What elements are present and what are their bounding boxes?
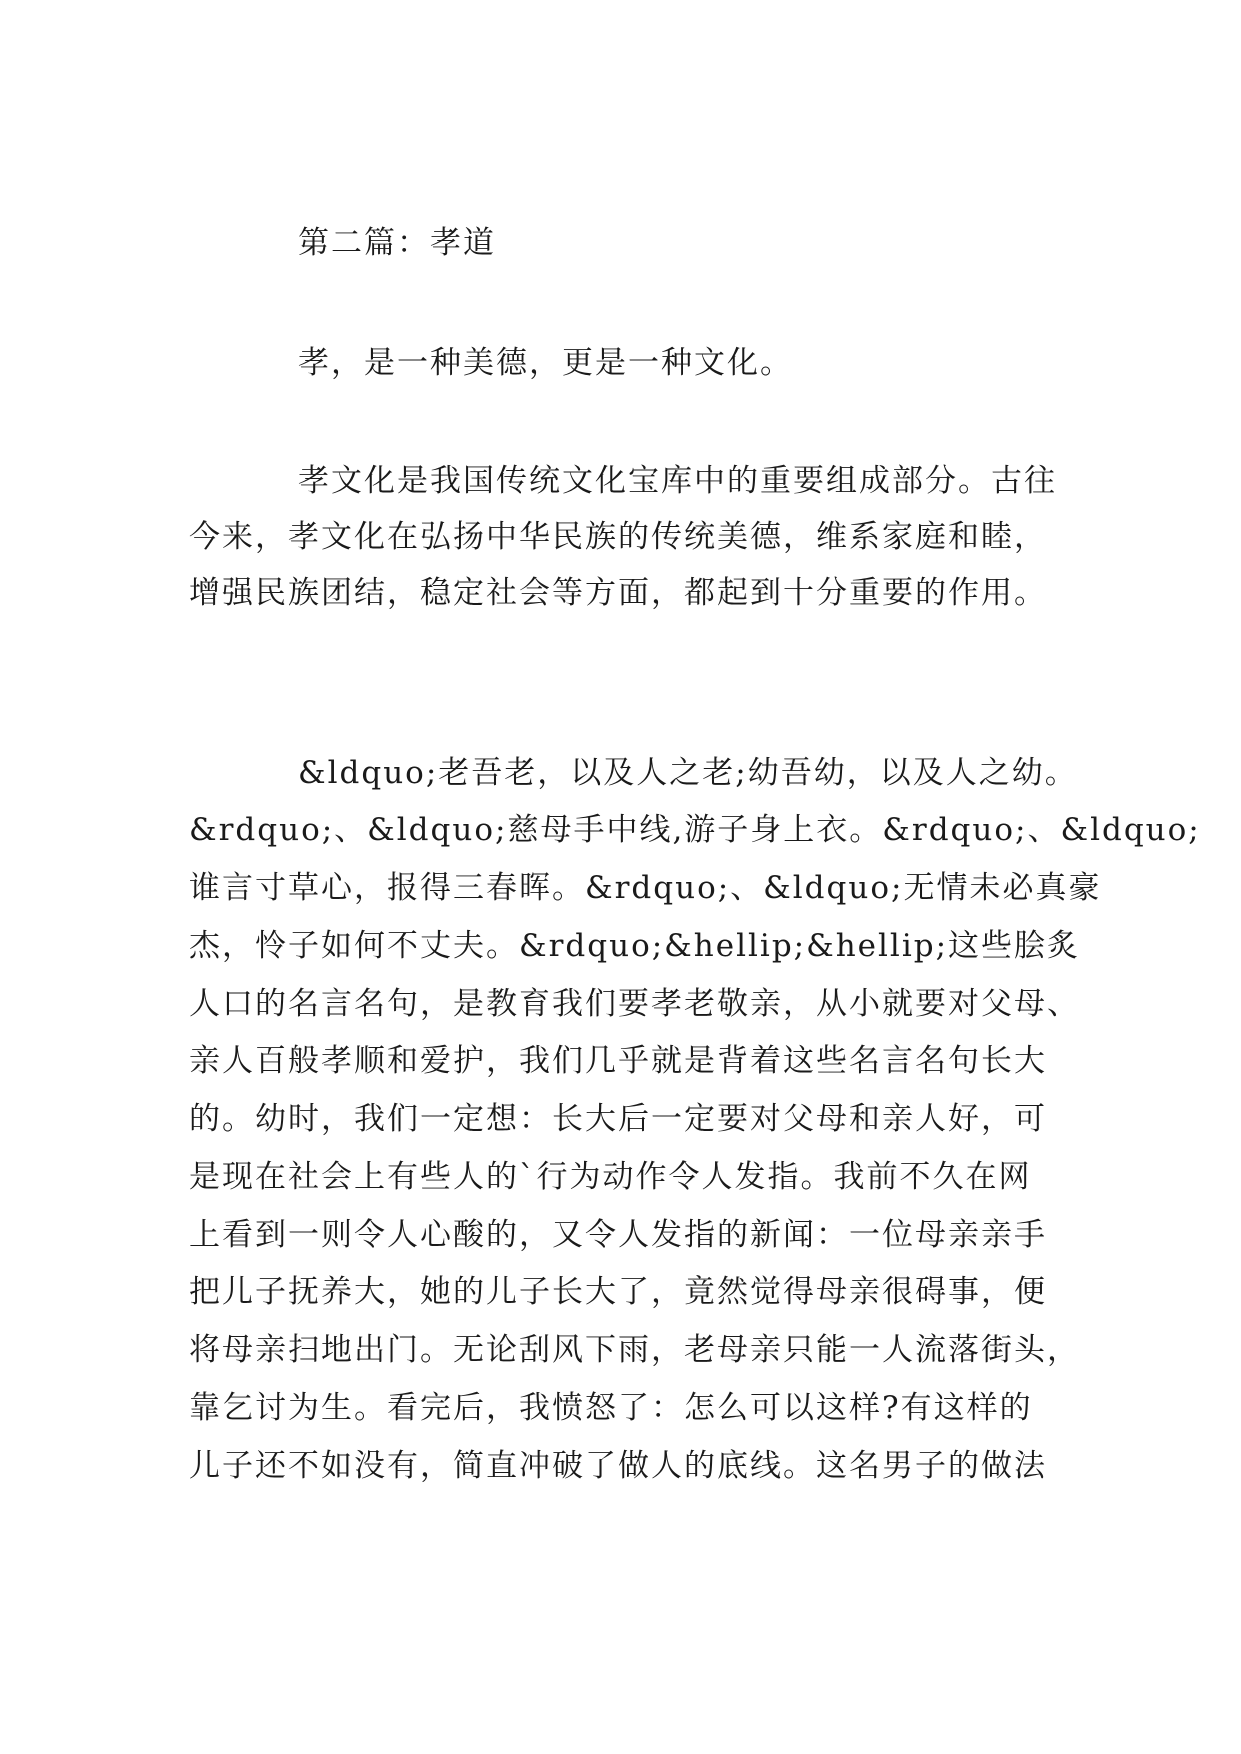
paragraph-line: 亲人百般孝顺和爱护，我们几乎就是背着这些名言名句长大 [189,1043,1047,1079]
paragraph-line: &rdquo;、&ldquo;慈母手中线,游子身上衣。&rdquo;、&ldquo; [189,812,1201,848]
paragraph-line: &ldquo;老吾老，以及人之老;幼吾幼，以及人之幼。 [298,755,1078,791]
page-title: 第二篇：孝道 [298,225,496,261]
paragraph-line: 增强民族团结，稳定社会等方面，都起到十分重要的作用。 [189,575,1047,611]
paragraph-line: 上看到一则令人心酸的，又令人发指的新闻：一位母亲亲手 [189,1217,1047,1253]
paragraph-line: 靠乞讨为生。看完后，我愤怒了：怎么可以这样?有这样的 [189,1390,1033,1426]
intro-sentence: 孝，是一种美德，更是一种文化。 [298,345,793,381]
paragraph-line: 今来，孝文化在弘扬中华民族的传统美德，维系家庭和睦， [189,519,1047,555]
paragraph-line: 把儿子抚养大，她的儿子长大了，竟然觉得母亲很碍事，便 [189,1274,1047,1310]
paragraph-line: 谁言寸草心，报得三春晖。&rdquo;、&ldquo;无情未必真豪 [189,870,1102,906]
paragraph-line: 将母亲扫地出门。无论刮风下雨，老母亲只能一人流落街头， [189,1332,1080,1368]
paragraph-line: 的。幼时，我们一定想：长大后一定要对父母和亲人好，可 [189,1101,1047,1137]
paragraph-line: 是现在社会上有些人的`行为动作令人发指。我前不久在网 [189,1159,1032,1195]
paragraph-line: 人口的名言名句，是教育我们要孝老敬亲，从小就要对父母、 [189,986,1080,1022]
paragraph-line: 杰，怜子如何不丈夫。&rdquo;&hellip;&hellip;这些脍炙 [189,928,1081,964]
paragraph-line: 孝文化是我国传统文化宝库中的重要组成部分。古往 [298,463,1057,499]
paragraph-line: 儿子还不如没有，简直冲破了做人的底线。这名男子的做法 [189,1448,1047,1484]
